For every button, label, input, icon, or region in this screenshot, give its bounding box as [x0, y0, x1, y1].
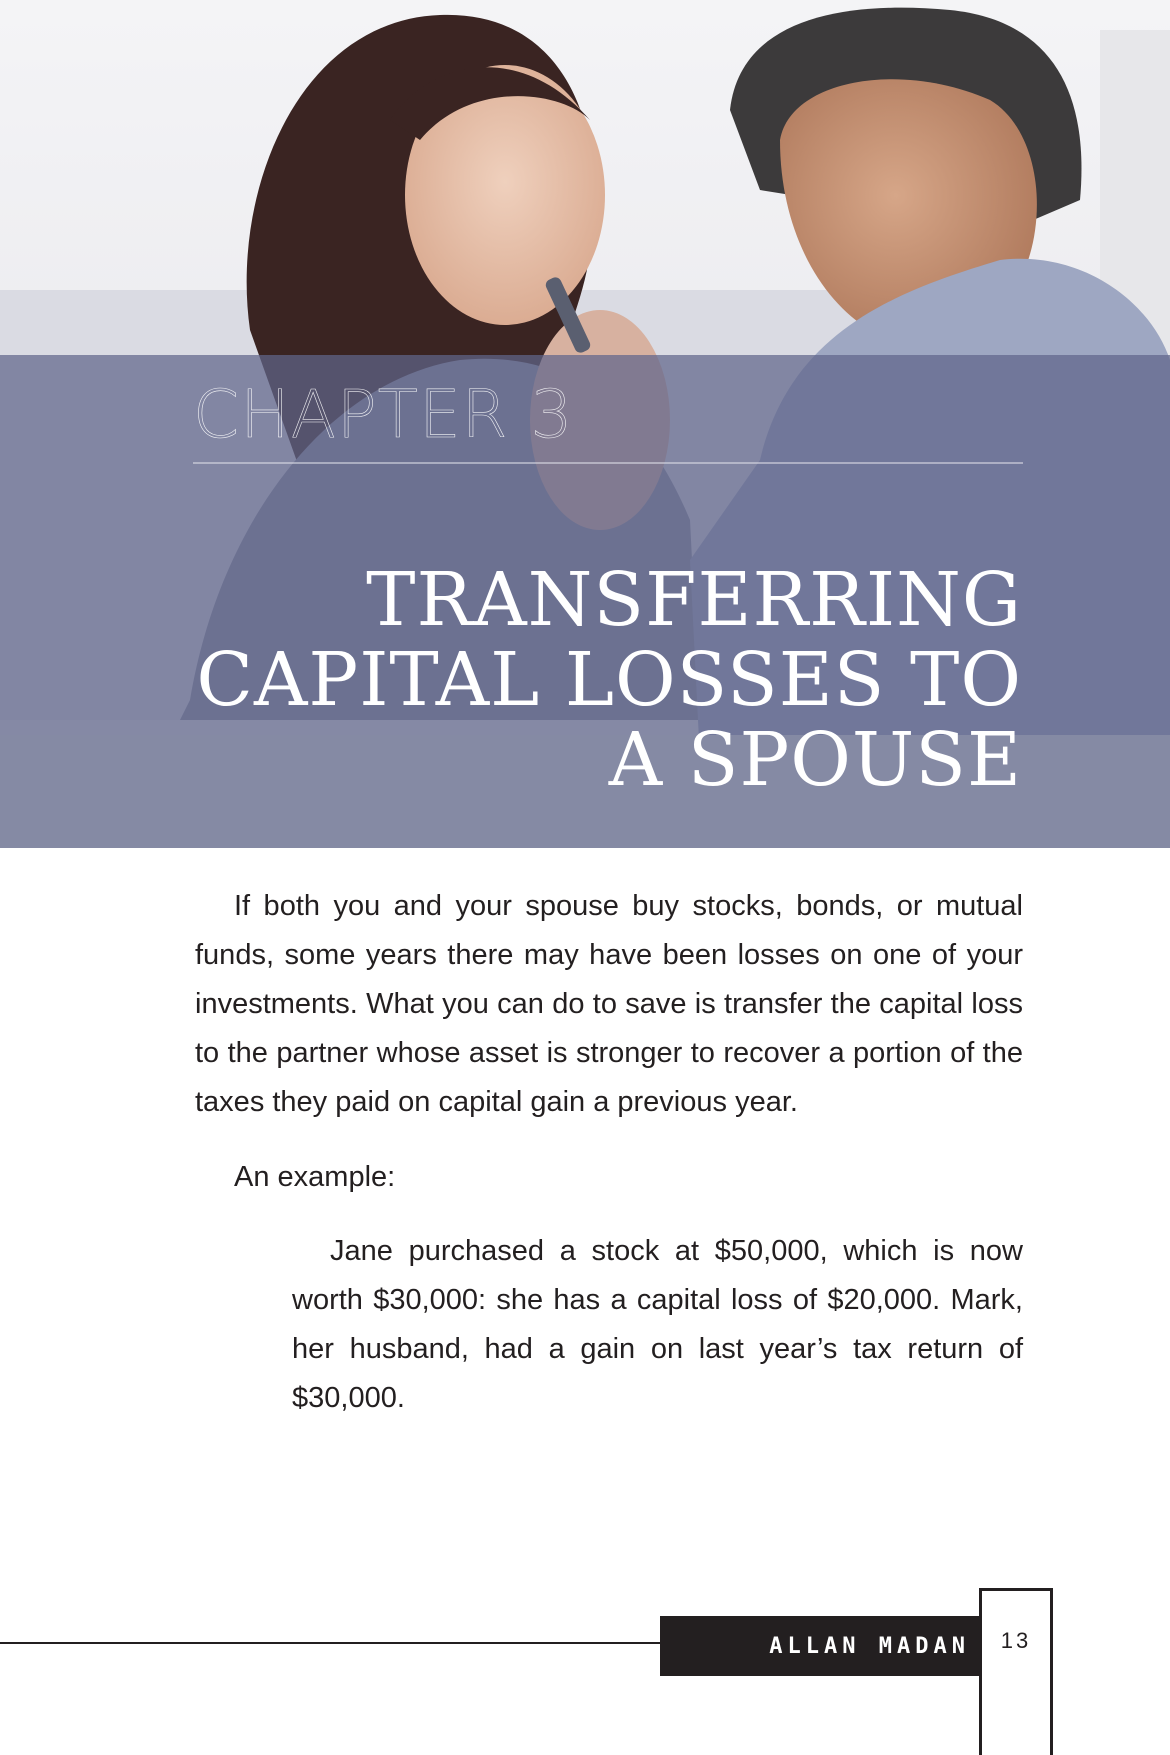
example-paragraph: Jane purchased a stock at $50,000, which is now worth $30,000: she has a capital loss of $20,000. Mark, her husband, had a gain on last year’s tax return of $30,000.: [292, 1235, 1023, 1414]
body-text: [195, 882, 1023, 1202]
author-bar: [660, 1616, 980, 1676]
page-number-box: [979, 1588, 1053, 1755]
chapter-divider: [193, 462, 1023, 464]
example-lead: An example:: [234, 1161, 396, 1193]
intro-paragraph: If both you and your spouse buy stocks, bonds, or mutual funds, some years there may have been losses on one of your investments. What you can do to save is transfer the capital loss to the partner whose asset is stronger to recover a portion of the taxes they paid on capital gain a previous year.: [195, 890, 1023, 1118]
chapter-title-line: A SPOUSE: [608, 717, 1022, 803]
footer-rule: [0, 1642, 662, 1644]
chapter-label: CHAPTER 3: [193, 376, 574, 453]
page-number: 13: [1000, 1628, 1032, 1653]
chapter-title-line: CAPITAL LOSSES TO: [196, 637, 1022, 723]
author-name: ALLAN MADAN: [769, 1633, 970, 1659]
chapter-title-line: TRANSFERRING: [366, 557, 1022, 643]
chapter-title: [122, 557, 1022, 803]
header-photo: [0, 0, 1170, 848]
